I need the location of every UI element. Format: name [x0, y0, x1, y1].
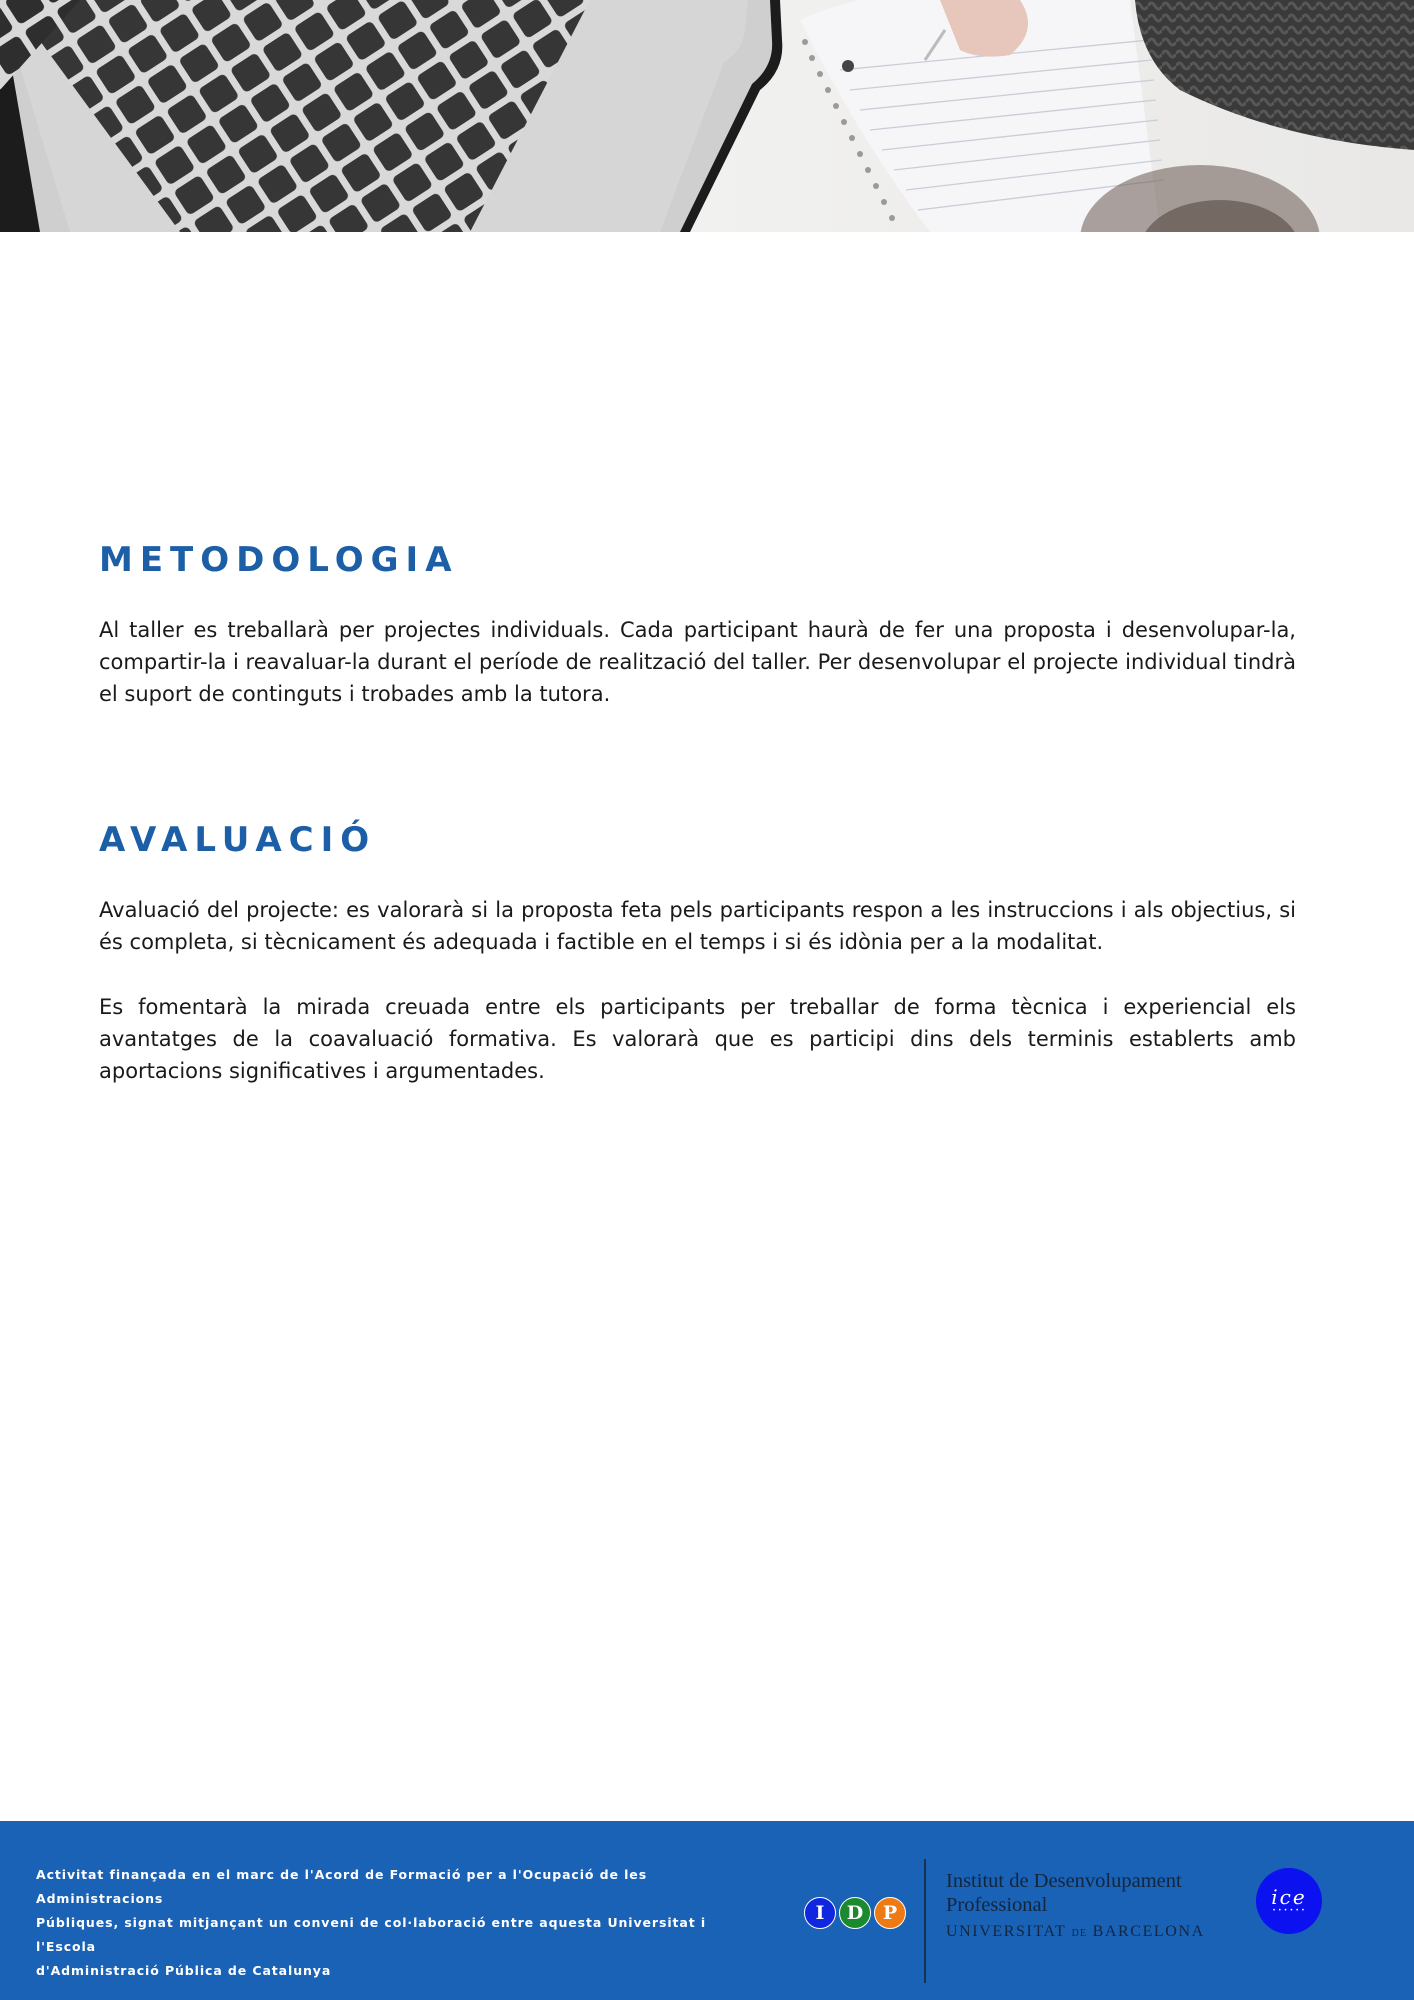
university-word-1: UNIVERSITAT: [946, 1923, 1067, 1940]
main-content: [99, 530, 1296, 1087]
avaluacio-section: [99, 810, 1296, 1087]
metodologia-section: [99, 530, 1296, 710]
idp-letter-i: I: [804, 1897, 836, 1929]
avaluacio-paragraph-1: Avaluació del projecte: es valorarà si la proposta feta pels participants respon a les instruccions i als objectius, si és completa, si tècnicament és adequada i factible en el temps i si és idònia per a la modalitat.: [99, 898, 1296, 954]
metodologia-paragraph: Al taller es treballarà per projectes individuals. Cada participant haurà de fer una proposta i desenvolupar-la, compartir-la i reavaluar-la durant el període de realització del taller. Per desenvolupar el projecte individual tindrà el suport de continguts i trobades amb la tutora.: [99, 618, 1296, 706]
idp-letter-d: D: [839, 1897, 871, 1929]
university-word-de: DE: [1071, 1928, 1087, 1939]
funding-line-3: d'Administració Pública de Catalunya: [36, 1963, 332, 1978]
funding-line-1: Activitat finançada en el marc de l'Acord de Formació per a l'Ocupació de les Administracions: [36, 1867, 648, 1906]
funding-line-2: Públiques, signat mitjançant un conveni de col·laboració entre aquesta Universitat i l'Escola: [36, 1915, 707, 1954]
footer-divider: [924, 1859, 926, 1983]
institute-line-2: Professional: [946, 1894, 1048, 1916]
ice-logo-word: ice: [1271, 1885, 1307, 1909]
institute-line-1: Institut de Desenvolupament: [946, 1870, 1182, 1892]
footer: [0, 1821, 1414, 2000]
university-word-2: BARCELONA: [1092, 1923, 1205, 1940]
university-name: [946, 1917, 1205, 1949]
section-title-metodologia: METODOLOGIA: [99, 540, 459, 580]
laptop-notebook-photo-icon: [0, 0, 1414, 232]
institute-name: [946, 1869, 1205, 1949]
idp-letter-p: P: [874, 1897, 906, 1929]
avaluacio-paragraph-2: Es fomentarà la mirada creuada entre els participants per treballar de forma tècnica i experiencial els avantatges de la coavaluació formativa. Es valorarà que es participi dins dels terminis establerts amb aportacions significatives i argumentades.: [99, 995, 1296, 1083]
section-title-avaluacio: AVALUACIÓ: [99, 820, 377, 860]
ice-logo: [1256, 1868, 1322, 1934]
idp-logo: [804, 1897, 906, 1929]
header-photo: [0, 0, 1414, 232]
funding-note: [36, 1863, 736, 1983]
ice-logo-dots: • • • • • •: [1273, 1908, 1305, 1914]
